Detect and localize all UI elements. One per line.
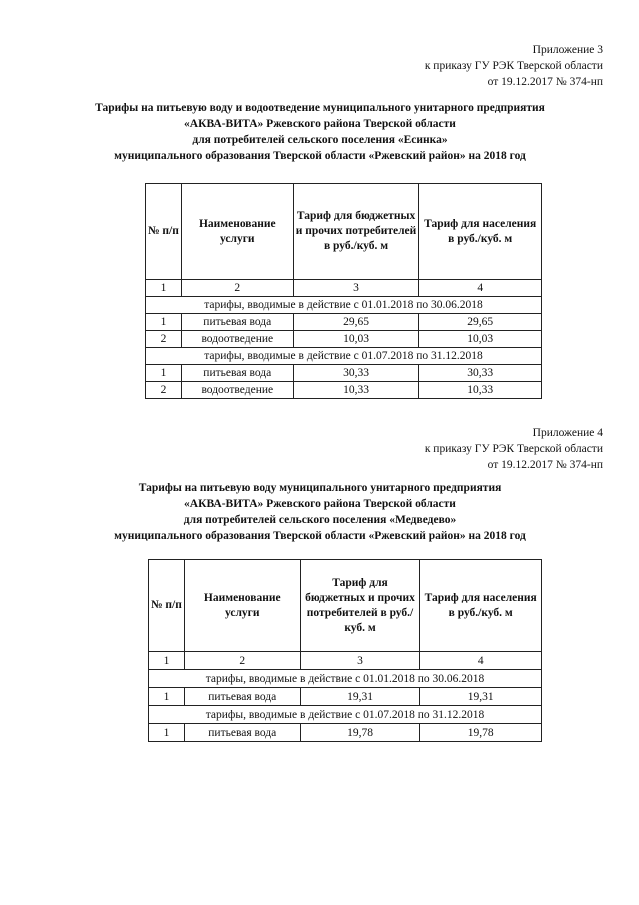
row-service: питьевая вода xyxy=(181,365,293,382)
header-num: № п/п xyxy=(149,560,185,652)
header-num: № п/п xyxy=(146,184,182,280)
row-population: 30,33 xyxy=(419,365,542,382)
tariff-table-4 xyxy=(148,559,542,742)
row-population: 10,33 xyxy=(419,382,542,399)
title-line: муниципального образования Тверской области «Ржевский район» на 2018 год xyxy=(114,530,526,542)
column-number-row xyxy=(146,280,542,297)
header-row xyxy=(146,184,542,280)
table-row xyxy=(146,365,542,382)
period-row xyxy=(149,706,542,724)
col-number: 4 xyxy=(420,652,542,670)
row-population: 10,03 xyxy=(419,331,542,348)
row-population: 19,31 xyxy=(420,688,542,706)
section-4-title xyxy=(60,480,580,544)
row-num: 2 xyxy=(146,331,182,348)
header-budget-tariff: Тариф для бюджетных и прочих потребителей в руб./куб. м xyxy=(300,560,420,652)
row-service: питьевая вода xyxy=(181,314,293,331)
col-number: 2 xyxy=(181,280,293,297)
col-number: 4 xyxy=(419,280,542,297)
row-budget: 29,65 xyxy=(293,314,419,331)
annex-number: Приложение 4 xyxy=(532,427,603,439)
row-population: 29,65 xyxy=(419,314,542,331)
col-number: 3 xyxy=(300,652,420,670)
period-row xyxy=(146,348,542,365)
row-budget: 30,33 xyxy=(293,365,419,382)
title-line: «АКВА-ВИТА» Ржевского района Тверской области xyxy=(184,118,456,130)
row-num: 2 xyxy=(146,382,182,399)
row-num: 1 xyxy=(149,724,185,742)
period-label: тарифы, вводимые в действие с 01.07.2018 по 31.12.2018 xyxy=(149,706,542,724)
header-service: Наименование услуги xyxy=(184,560,300,652)
row-population: 19,78 xyxy=(420,724,542,742)
row-budget: 19,31 xyxy=(300,688,420,706)
col-number: 1 xyxy=(146,280,182,297)
tariff-table-3 xyxy=(145,183,542,399)
annex-date: от 19.12.2017 № 374-нп xyxy=(487,459,603,471)
table-row xyxy=(146,331,542,348)
row-service: водоотведение xyxy=(181,331,293,348)
table-row xyxy=(149,724,542,742)
annex-date: от 19.12.2017 № 374-нп xyxy=(487,76,603,88)
col-number: 1 xyxy=(149,652,185,670)
annex-3-reference xyxy=(425,42,603,90)
col-number: 2 xyxy=(184,652,300,670)
title-line: Тарифы на питьевую воду муниципального унитарного предприятия xyxy=(138,482,502,494)
period-label: тарифы, вводимые в действие с 01.07.2018 по 31.12.2018 xyxy=(146,348,542,365)
row-budget: 10,03 xyxy=(293,331,419,348)
annex-order: к приказу ГУ РЭК Тверской области xyxy=(424,443,603,455)
row-service: питьевая вода xyxy=(184,724,300,742)
col-number: 3 xyxy=(293,280,419,297)
header-service: Наименование услуги xyxy=(181,184,293,280)
column-number-row xyxy=(149,652,542,670)
row-num: 1 xyxy=(146,314,182,331)
table-row xyxy=(146,314,542,331)
title-line: для потребителей сельского поселения «Есинка» xyxy=(192,134,448,146)
row-budget: 10,33 xyxy=(293,382,419,399)
title-line: Тарифы на питьевую воду и водоотведение муниципального унитарного предприятия xyxy=(95,102,545,114)
period-row xyxy=(146,297,542,314)
table-row xyxy=(149,688,542,706)
period-label: тарифы, вводимые в действие с 01.01.2018 по 30.06.2018 xyxy=(149,670,542,688)
header-population-tariff: Тариф для населения в руб./куб. м xyxy=(419,184,542,280)
period-label: тарифы, вводимые в действие с 01.01.2018 по 30.06.2018 xyxy=(146,297,542,314)
section-3-title xyxy=(60,100,580,164)
title-line: муниципального образования Тверской области «Ржевский район» на 2018 год xyxy=(114,150,526,162)
row-num: 1 xyxy=(146,365,182,382)
annex-order: к приказу ГУ РЭК Тверской области xyxy=(424,60,603,72)
annex-4-reference xyxy=(425,425,603,473)
period-row xyxy=(149,670,542,688)
header-row xyxy=(149,560,542,652)
header-budget-tariff: Тариф для бюджетных и прочих потребителей в руб./куб. м xyxy=(293,184,419,280)
title-line: для потребителей сельского поселения «Медведево» xyxy=(183,514,457,526)
row-service: водоотведение xyxy=(181,382,293,399)
title-line: «АКВА-ВИТА» Ржевского района Тверской области xyxy=(184,498,456,510)
row-num: 1 xyxy=(149,688,185,706)
row-service: питьевая вода xyxy=(184,688,300,706)
row-budget: 19,78 xyxy=(300,724,420,742)
annex-number: Приложение 3 xyxy=(532,44,603,56)
header-population-tariff: Тариф для населения в руб./куб. м xyxy=(420,560,542,652)
table-row xyxy=(146,382,542,399)
